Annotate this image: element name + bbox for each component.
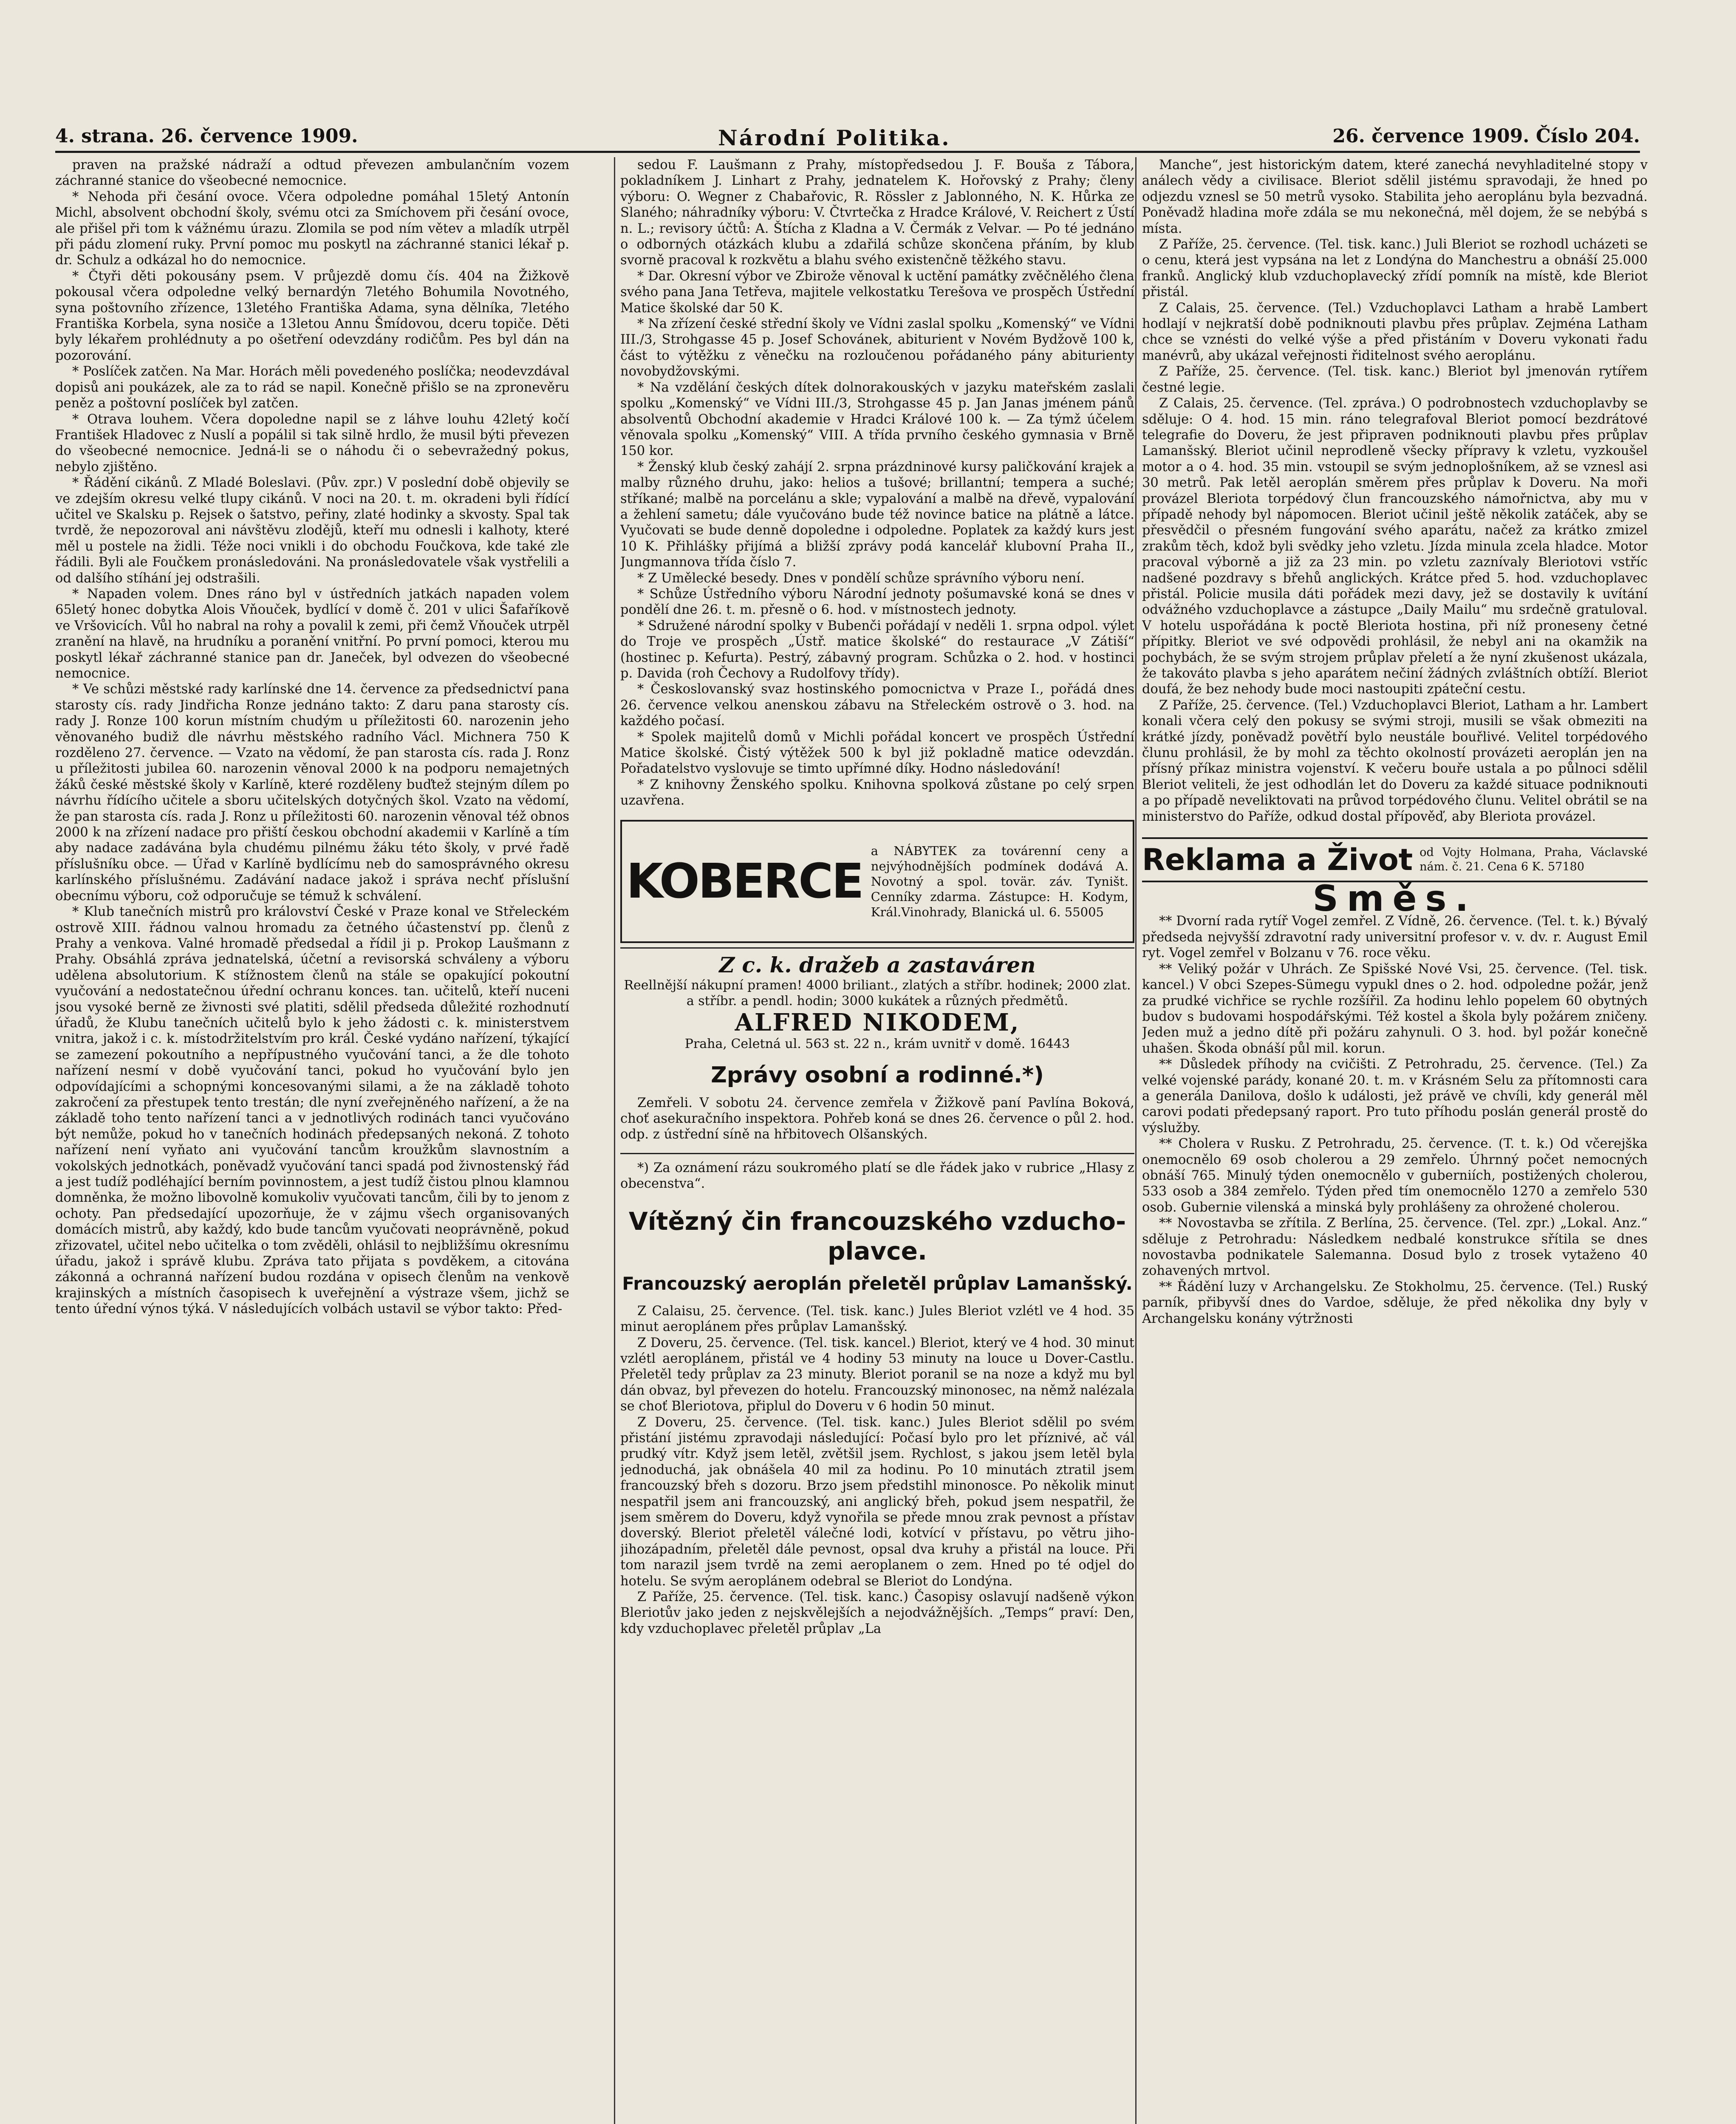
news-item: * Spolek majitelů domů v Michli pořádal koncert ve prospěch Ústřední Matice školské. Čistý výtěžek 500 k byl již pokladně matice odevzdán. Pořadatelstvo vyslovuje se timto upřímné díky. Hodno následování! [620, 729, 1134, 777]
column-1 [55, 157, 569, 2124]
column-rule [614, 157, 615, 2124]
news-item: * Ženský klub český zahájí 2. srpna prázdninové kursy paličkování krajek a malby různého druhu, jako: helios a tušové; brillantní; tempera a suché; stříkané; malbě na porcelánu a skle; vypalování a malbě na dřevě, vypalování a žehlení sametu; dále vyučováno bude též novince batice na plátně a látce. Vyučovati se bude denně dopoledne i odpoledne. Poplatek za každý kurs jest 10 K. Přihlášky přijímá a bližší zprávy podá kancelář klubovní Praha II., Jungmannova třída číslo 7. [620, 459, 1134, 570]
article-paragraph: Z Paříže, 25. července. (Tel. tisk. kanc.) Bleriot byl jmenován rytířem čestné legie. [1142, 364, 1648, 395]
article-paragraph: Z Calais, 25. července. (Tel. zpráva.) O podrobnostech vzduchoplavby se sděluje: O 4. hod. 15 min. ráno telegrafoval Bleriot pomocí bezdrátové telegrafie do Doveru, že jest připraven podniknouti plavbu přes průplav Lamanšský. Bleriot učinil neprodleně všecky přípravy k vzletu, vyzkoušel motor a o 4. hod. 35 min. vstoupil se svým jednoplošníkem, až se vznesl asi 30 metrů. Pak letěl aeroplán směrem přes průplav k Doveru. Na moři provázel Bleriota torpédový člun francouzského námořnictva, aby mu v případě nehody byl nápomocen. Bleriot učinil ještě několik zatáček, aby se přesvědčil o přesném fungování svého aparátu, načež za krátko zmizel zrakům těch, kdož byli svědky jeho vzletu. Jízda minula zcela hladce. Motor pracoval výborně a již za 23 min. po vzletu zaznívaly Bleriotovi vstříc nadšené pozdravy s břehů anglických. Krátce před 5. hod. vzduchoplavec přistál. Policie musila dáti pořádek mezi davy, jež se dostavily k uvítání odvážného vzduchoplavce a zástupce „Daily Mailu“ mu srdečně gratuloval. V hotelu uspořádána k poctě Bleriota hostina, při níž proneseny četné přípitky. Bleriot ve své odpovědi prohlásil, že nebyl ani na okamžik na pochybách, že se svým strojem průplav přeletí a že nyní zkušenost ukázala, že takováto plavba s jeho aparátem nečiní žádných zvláštních obtíží. Bleriot doufá, že bez nehody bude moci nastoupiti zpáteční cestu. [1142, 396, 1648, 697]
page-header [55, 121, 1640, 153]
article-paragraph: Z Paříže, 25. července. (Tel. tisk. kanc.) Časopisy oslavují nadšeně výkon Bleriotův jako jeden z nejskvělejších a nejodvážnějších. „Temps“ praví: Den, kdy vzduchoplavec přeletěl průplav „La [620, 1590, 1134, 1636]
article-paragraph: Manche“, jest historickým datem, které zanechá nevyhladitelné stopy v análech vědy a civilisace. Bleriot sdělil jistému spravodaji, že hned po odjezdu vznesl se 50 metrů vysoko. Stabilita jeho aeroplánu byla bezvadná. Poněvadž hladina moře zdála se mu nekonečná, měl dojem, že se nebýbá s místa. [1142, 158, 1648, 236]
koberce-ad-text: a NÁBYTEK za továrenní ceny a nejvýhodnějších podmínek dodává A. Novotný a spol. tovär. záv. Tyništ. Cenníky zdarma. Zástupce: H. Kodym, Král.Vinohrady, Blanická ul. 6. 55005 [871, 843, 1128, 919]
news-item: * Na zřízení české střední školy ve Vídni zaslal spolku „Komenský“ ve Vídni III./3, Strohgasse 45 p. Josef Schovánek, abiturient v Novém Bydžově 100 k, část to výtěžku z věnečku na rozloučenou pořádaného pány abiturienty novobydžovskými. [620, 316, 1134, 379]
article-paragraph: Z Calais, 25. července. (Tel.) Vzduchoplavci Latham a hrabě Lambert hodlají v nejkratší době podniknouti plavbu přes průplav. Zejména Latham chce se vznésti do velké výše a před přistáním v Doveru vykonati řadu manévrů, aby ukázal veřejnosti řiditelnost svého aeroplánu. [1142, 300, 1648, 363]
article-subheadline: Francouzský aeroplán přeletěl průplav Lamanšský. [622, 1273, 1133, 1294]
column-rule [1135, 157, 1137, 2124]
news-item: ** Důsledek příhody na cvičišti. Z Petrohradu, 25. července. (Tel.) Za velké vojenské parády, konané 20. t. m. v Krásném Selu za přítomnosti cara a generála Danilova, došlo k události, jež právě ve chvíli, kdy generál měl carovi podati předepsaný raport. Pro tuto příhodu poslán generál prostě do výslužby. [1142, 1057, 1648, 1135]
news-item: * Nehoda při česání ovoce. Včera odpoledne pomáhal 15letý Antonín Michl, absolvent obchodní školy, svému otci za Smíchovem při česání ovoce, ale přišel při tom k vážnému úrazu. Zlomila se pod ním větev a mladík utrpěl při pádu zlomení ruky. První pomoc mu poskytl na záchranné stanici lékař p. dr. Schulz a odkázal ho do nemocnice. [55, 189, 569, 268]
news-item: * Dar. Okresní výbor ve Zbirože věnoval k uctění památky zvěčnělého člena svého pana Jana Tetřeva, majitele velkostatku Terešova ve prospěch Ústřední Matice školské dar 50 K. [620, 268, 1134, 316]
miscellany-heading: Směs. [1312, 878, 1477, 920]
news-item: ** Veliký požár v Uhrách. Ze Spišské Nové Vsi, 25. července. (Tel. tisk. kancel.) V obci Szepes-Sümegu vypukl dnes o 2. hod. odpoledne požár, jenž za prudké vichřice se rychle rozšířil. Za hodinu lehlo popelem 60 obytných budov s budovami hospodářskými. Též kostel a škola byly požárem zničeny. Jeden muž a jedno dítě při požáru zahynuli. O 3. hod. byl požár konečně uhašen. Škoda obnáší půl mil. korun. [1142, 961, 1648, 1056]
page-number-date: 4. strana. 26. července 1909. [55, 125, 358, 147]
article-paragraph: Z Paříže, 25. července. (Tel. tisk. kanc.) Juli Bleriot se rozhodl ucházeti se o cenu, která jest vypsána na let z Londýna do Manchestru a obnáší 25.000 franků. Anglický klub vzduchoplavecký zřídí pomník na místě, kde Bleriot přistál. [1142, 237, 1648, 300]
article-paragraph: Z Paříže, 25. července. (Tel.) Vzduchoplavci Bleriot, Latham a hr. Lambert konali včera celý den pokusy se svými stroji, musili se však obmeziti na krátké jízdy, poněvadž povětří bylo neustále bouřlivé. Velitel torpédového člunu prohlásil, že by mohl za těchto okolností provázeti aeroplán jen na přísný příkaz ministra vojenství. K večeru bouře ustala a po půlnoci sdělil Bleriot veliteli, že jest odhodlán let do Doveru za každé situace podniknouti a po případě neveliktovati na průvod torpédového člunu. Velitel obrátil se na ministerstvo do Paříže, odkud dostal přípověď, aby Bleriota provázel. [1142, 698, 1648, 824]
column-2 [620, 157, 1134, 2124]
section-heading: Zprávy osobní a rodinné.*) [711, 1062, 1044, 1088]
news-item: ** Dvorní rada rytíř Vogel zemřel. Z Vídně, 26. července. (Tel. t. k.) Bývalý předseda nejvyšší zdravotní rady universitní profesor v. v. dv. r. August Emil ryt. Vogel zemřel v Bolzanu v 76. roce věku. [1142, 914, 1648, 961]
reklama-ad-text: od Vojty Holmana, Praha, Václavské nám. č. 21. Cena 6 K. 57180 [1419, 846, 1648, 874]
news-item: * Čtyři děti pokousány psem. V průjezdě domu čís. 404 na Žižkově pokousal včera odpoledne velký bernardýn 7letého Bohumila Novotného, syna poštovního zřízence, 13letého Františka Adama, syna dělníka, 7letého Františka Korbela, syna nosiče a 13letou Annu Šmídovou, dceru topiče. Děti byly lékařem prohlédnuty a po ošetření odevzdány rodičům. Pes byl dán na pozorování. [55, 268, 569, 363]
news-item: * Sdružené národní spolky v Bubenči pořádají v neděli 1. srpna odpol. výlet do Troje ve prospěch „Ústř. matice školské“ do restaurace „V Zátiší“ (hostinec p. Kefurta). Pestrý, zábavný program. Schůzka o 2. hod. v hostinci p. Davida (roh Čechovy a Rudolfovy třídy). [620, 618, 1134, 681]
reklama-advertisement [1142, 837, 1648, 882]
news-item: * Na vzdělání českých dítek dolnorakouských v jazyku mateřském zaslali spolku „Komenský“ ve Vídni III./3, Strohgasse 45 p. Jan Janas jménem pánů absolventů Obchodní akademie v Hradci Králové 100 k. — Za týmž účelem věnovala spolku „Komenský“ VIII. A třída prvního českého gymnasia v Brně 150 kor. [620, 380, 1134, 459]
news-item: * Otrava louhem. Včera dopoledne napil se z láhve louhu 42letý kočí František Hladovec z Nuslí a popálil si tak silně hrdlo, že musil býti převezen do všeobecné nemocnice. Jedná-li se o náhodu či o sebevražedný pokus, nebylo zjištěno. [55, 412, 569, 475]
koberce-ad-title: KOBERCE [626, 853, 862, 909]
article-paragraph: Z Calaisu, 25. července. (Tel. tisk. kanc.) Jules Bleriot vzlétl ve 4 hod. 35 minut aeroplánem přes průplav Lamanšský. [620, 1303, 1134, 1335]
pricing-note: *) Za oznámení rázu soukromého platí se dle řádek jako v rubrice „Hlasy z obecenstva“. [620, 1153, 1134, 1192]
news-item: * Napaden volem. Dnes ráno byl v ústředních jatkách napaden volem 65letý honec dobytka Alois Vňouček, bydlící v domě č. 201 v ulici Šafaříkově ve Vršovicích. Vůl ho nabral na rohy a povalil k zemi, při čemž Vňouček utrpěl zranění na hlavě, na hrudníku a poranění vnitřní. Po první pomoci, kterou mu poskytl lékař záchranné stanice pan dr. Janeček, byl odvezen do všeobecné nemocnice. [55, 586, 569, 681]
news-item: * Řádění cikánů. Z Mladé Boleslavi. (Pův. zpr.) V poslední době objevily se ve zdejším okresu velké tlupy cikánů. V noci na 20. t. m. okradeni byli řídící učitel ve Skalsku p. Rejsek o šatstvo, peřiny, zlaté hodinky a skvosty. Spal tak tvrdě, že nepozoroval ani návštěvu zlodějů, kteří mu odnesli i kalhoty, které měl u postele na židli. Téže noci vnikli i do obchodu Foučkova, kde také zle řádili. Byli ale Foučkem pronásledováni. Na pronásledovatele však vystřelili a od dalšího stíhání jej odstrašili. [55, 475, 569, 586]
article-paragraph: Z Doveru, 25. července. (Tel. tisk. kanc.) Jules Bleriot sdělil po svém přistání jistému zpravodaji následující: Počasí bylo pro let příznivé, ač vál prudký vítr. Když jsem letěl, zvětšil jsem. Rychlost, s jakou jsem letěl byla jednoduchá, jak obnášela 40 mil za hodinu. Po 10 minutách ztratil jsem francouzský břeh s dozoru. Brzo jsem předstihl minonosce. Po několik minut nespatřil jsem ani francouzský, ani anglický břeh, pokud jsem nespatřil, že jsem směrem do Doveru, když vynořila se přede mnou zrak pevnost a přístav doverský. Bleriot přeletěl válečné lodi, kotvící v přístavu, po větru jiho-jihozápadním, přeletěl dále pevnost, opsal dva kruhy a přistál na louce. Při tom narazil jsem tvrdě na zemi aeroplanem o zem. Hned po té odjel do hotelu. Se svým aeroplánem odebral se Bleriot do Londýna. [620, 1415, 1134, 1589]
news-item: ** Novostavba se zřítila. Z Berlína, 25. července. (Tel. zpr.) „Lokal. Anz.“ sděluje z Petrohradu: Následkem nedbalé konstrukce sřítila se dnes novostavba podnikatele Salemanna. Dosud bylo z trosek vytaženo 40 zohavených mrtvol. [1142, 1216, 1648, 1279]
pawnshop-ad-title: Z c. k. dražeb a zastaváren [719, 952, 1036, 977]
news-item: praven na pražské nádraží a odtud převezen ambulančním vozem záchranné stanice do všeobecné nemocnice. [55, 158, 569, 189]
article-headline: Vítězný čin francouzského vzducho-plavce. [628, 1206, 1126, 1265]
news-item: * Českoslovanský svaz hostinského pomocnictva v Praze I., pořádá dnes 26. července velkou anenskou zábavu na Střeleckém ostrově o 3. hod. na každého počasí. [620, 682, 1134, 729]
koberce-advertisement [620, 820, 1134, 943]
news-item: ** Řádění luzy v Archangelsku. Ze Stokholmu, 25. července. (Tel.) Ruský parník, přibyvší dnes do Vardoe, sděluje, že před několika dny byly v Archangelsku konány výtržnosti [1142, 1279, 1648, 1326]
news-item: * Ve schůzi městské rady karlínské dne 14. července za předsednictví pana starosty cís. rady Jindřicha Ronze jednáno takto: Z daru pana starosty cís. rady J. Ronze 100 korun místním chudým u příležitosti 60. narozenin jeho věnovaného budiž dle návrhu městského radního Václ. Michnera 750 K rozděleno 27. července. — Vzato na vědomí, že pan starosta cís. rada J. Ronz u příležitosti jubilea 60. narozenin věnoval 2000 k na podporu nemajetných žáků české městské školy v Karlíně, které rozděleny buďtež stejným dílem po návrhu řídícího učitele a sboru učitelských dotyčných škol. Vzato na vědomí, že pan starosta cís. rada J. Ronz u příležitosti 60. narozenin věnoval též obnos 2000 k na zřízení nadace pro přiští českou obchodní akademii v Karlíně a tím aby nadace zadávána byla chudému pilnému žáku této školy, v prvé řadě příslušníku obce. — Úřad v Karlíně bydlícímu neb do samosprávného okresu karlínského příslušnému. Zadávání nadace jakož i správa nechť příslušní obecnímu výboru, což odporučuje se témuž k schválení. [55, 682, 569, 904]
pawnshop-advertisement [620, 947, 1134, 1052]
news-item: sedou F. Laušmann z Prahy, místopředsedou J. F. Bouša z Tábora, pokladníkem J. Linhart z Prahy, jednatelem K. Hořovský z Prahy; členy výboru: O. Wegner z Chabařovic, R. Rössler z Jablonného, N. K. Hůrka ze Slaného; náhradníky výboru: V. Čtvrtečka z Hradce Králové, V. Reichert z Ústí n. L.; revisory účtů: A. Štícha z Kladna a V. Čermák z Velvar. — Po té jednáno o odborných otázkách klubu a zdařilá schůze skončena přáním, by klub svorně pracoval k rozkvětu a blahu svého existenčně těžkého stavu. [620, 158, 1134, 268]
news-item: * Schůze Ústředního výboru Národní jednoty pošumavské koná se dnes v pondělí dne 26. t. m. přesně o 6. hod. v místnostech jednoty. [620, 586, 1134, 618]
news-item: * Z Umělecké besedy. Dnes v pondělí schůze správního výboru není. [637, 571, 1085, 586]
column-3 [1142, 157, 1648, 2124]
news-item: ** Cholera v Rusku. Z Petrohradu, 25. července. (T. t. k.) Od včerejška onemocnělo 69 osob cholerou a 29 zemřelo. Úhrnný počet nemocných obnáší 765. Minulý týden onemocnělo v guberniích, postižených cholerou, 533 osob a 384 zemřelo. Týden před tím onemocnělo 1270 a zemřelo 530 osob. Gubernie vilenská a minská byly prohlášeny za ohrožené cholerou. [1142, 1136, 1648, 1215]
article-paragraph: Z Doveru, 25. července. (Tel. tisk. kancel.) Bleriot, který ve 4 hod. 30 minut vzlétl aeroplánem, přistál ve 4 hodiny 53 minuty na louce u Dover-Castlu. Přeletěl tedy průplav za 23 minuty. Bleriot poranil se na noze a když mu byl dán obvaz, byl převezen do hotelu. Francouzský minonosec, na němž nalézala se choť Bleriotova, připlul do Doveru v 6 hodin 50 minut. [620, 1335, 1134, 1414]
news-item: * Z knihovny Ženského spolku. Knihovna spolková zůstane po celý srpen uzavřena. [620, 777, 1134, 808]
obituary-item: Zemřeli. V sobotu 24. července zemřela v Žižkově paní Pavlína Boková, choť asekuračního inspektora. Pohřeb koná se dnes 26. července o půl 2. hod. odp. z ústřední síně na hřbitovech Olšanských. [620, 1095, 1134, 1142]
masthead-title: Národní Politika. [718, 125, 951, 150]
pawnshop-ad-name: ALFRED NIKODEM, [735, 1008, 1020, 1037]
issue-date-number: 26. července 1909. Číslo 204. [1332, 125, 1640, 147]
news-item: * Poslíček zatčen. Na Mar. Horách měli povedeného poslíčka; neodevzdával dopisů ani poukázek, ale za to rád se napil. Konečně přišlo se na zpronevěru peněz a poštovní poslíček byl zatčen. [55, 364, 569, 411]
news-item: * Klub tanečních mistrů pro království České v Praze konal ve Střeleckém ostrově XIII. řádnou valnou hromadu za četného účastenství pp. členů z Prahy a venkova. Valné hromadě předsedal a řídil ji p. Prokop Laušmann z Prahy. Obsáhlá zpráva jednatelská, účetní a revisorská schváleny a výboru udělena absolutorium. K stížnostem členů na stále se opakující pokoutní vyučování a nedostatečnou úřední ochranu konces. tan. učitelů, kteří nuceni jsou vysoké berně ze živnosti své platiti, sdělil předseda důležité rozhodnutí úřadů, že Klubu tanečních učitelů bylo k jeho žádosti c. k. ministerstvem vnitra, jakož i c. k. místodržitelstvím pro král. České vydáno nařízení, týkající se zamezení pokoutního a nepřípustného vyučování tanci, a že dle tohoto nařízení nesmí v době vyučování tanci, pokud ho vyučování bylo jen odpovídajícími a schopnými koncesovanými silami, a že na základě tohoto zakročení za přestupek tento trestán; dle nyní zveřejněného nařízení, a že na základě toho tento nařízení tanci a v jednotlivých rodinách tanci vyučováno být nemůže, pokud ho v tanečních hodinách předepsaných nekoná. Z tohoto nařízení není vyňato ani vyučování tancům kroužkům slavnostním a vokolských jednotkách, poněvadž vyučování tanci spadá pod živnostenský řád a jest tudíž podléhající berním povinnostem, a jest tudíž čistou plnou klamnou domněnka, že možno libovolně komukoliv vyučovati tancům, čili by to jenom z ochoty. Pan předsedající upozorňuje, že v zájmu všech organisovaných domácích mistrů, aby každý, kdo bude tancům vyučovati neoprávněně, pokud zřizovatel, učitel nebo učitelka o tom zvěděli, ohlásil to nejbližšímu okresnímu úřadu, jakož i správě klubu. Zpráva tato přijata s povděkem, a citována zákonná a ochranná nařízení budou rozdána v opisech členům na venkově krajinských a místních časopisech k uveřejnění a výstraze všem, jichž se tento úřední výnos týká. V následujících volbách ustavil se výbor takto: Před- [55, 904, 569, 1317]
reklama-ad-title: Reklama a Život [1142, 842, 1413, 878]
pawnshop-ad-text: Reellnější nákupní pramen! 4000 briliant., zlatých a stříbr. hodinek; 2000 zlat. a stříbr. a pendl. hodin; 3000 kukátek a různých předmětů. [624, 977, 1131, 1008]
pawnshop-ad-address: Praha, Celetná ul. 563 st. 22 n., krám uvnitř v domě. 16443 [684, 1036, 1070, 1051]
